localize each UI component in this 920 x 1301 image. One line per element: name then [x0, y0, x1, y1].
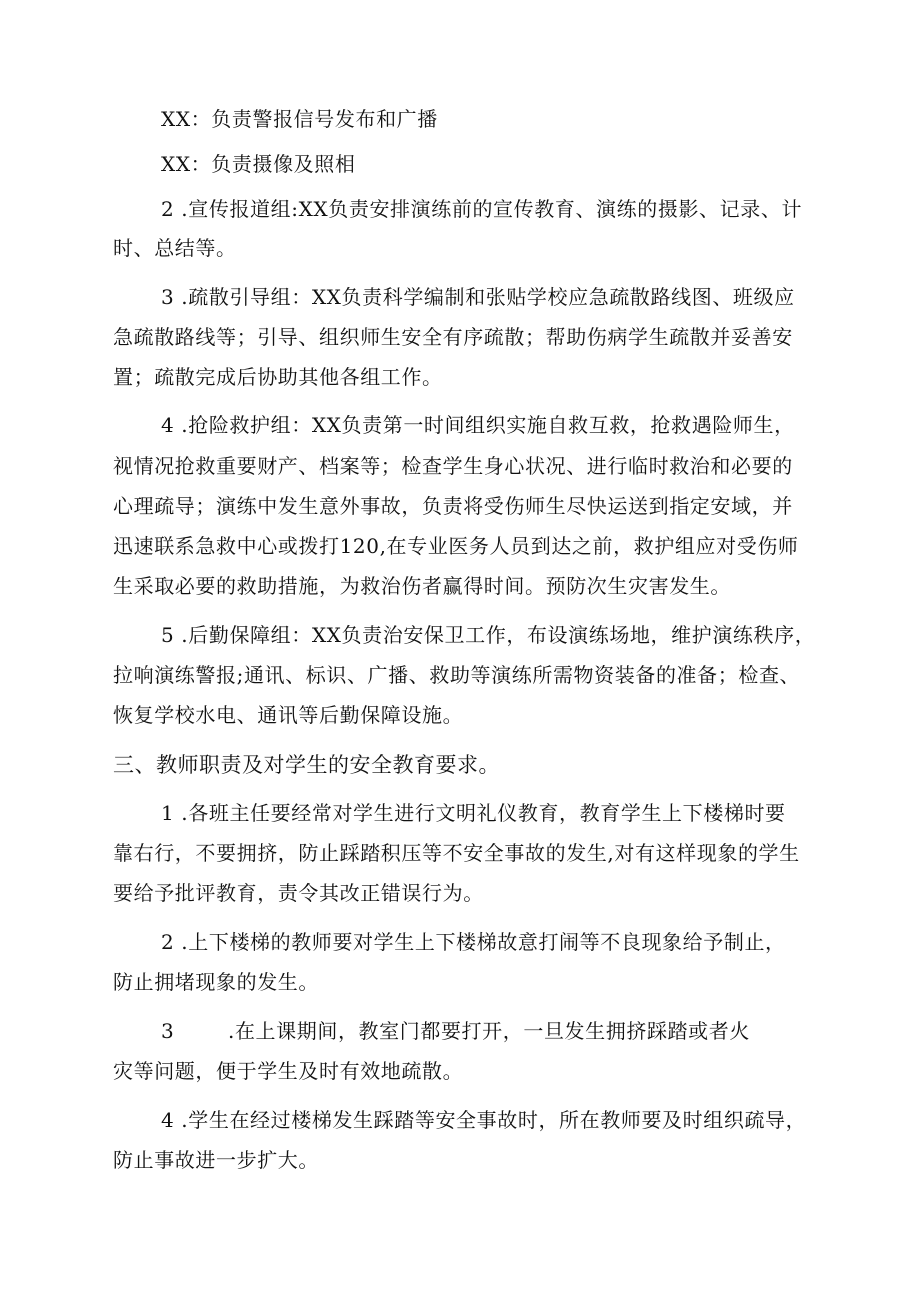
paragraph-line: 恢复学校水电、通讯等后勤保障设施。 — [113, 703, 464, 727]
paragraph-line: 3 .疏散引导组：XX负责科学编制和张贴学校应急疏散路线图、班级应 — [161, 285, 795, 309]
section-heading: 三、教师职责及对学生的安全教育要求。 — [113, 753, 500, 777]
paragraph-line: 靠右行，不要拥挤，防止踩踏积压等不安全事故的发生,对有这样现象的学生 — [113, 841, 800, 865]
paragraph-line: 心理疏导；演练中发生意外事故，负责将受伤师生尽快运送到指定安域，并 — [113, 494, 793, 518]
paragraph-line: 防止事故进一步扩大。 — [113, 1148, 319, 1172]
paragraph-line: 4 .抢险救护组：XX负责第一时间组织实施自救互救，抢救遇险师生， — [161, 413, 795, 437]
text-line: XX：负责摄像及照相 — [161, 152, 356, 176]
paragraph-line: 1 .各班主任要经常对学生进行文明礼仪教育，教育学生上下楼梯时要 — [161, 801, 786, 825]
paragraph-line: 拉响演练警报;通讯、标识、广播、救助等演练所需物资装备的准备；检查、 — [113, 663, 801, 687]
paragraph-line: 灾等问题，便于学生及时有效地疏散。 — [113, 1059, 464, 1083]
paragraph-line: 时、总结等。 — [113, 236, 237, 260]
paragraph-line: .在上课期间，教室门都要打开，一旦发生拥挤踩踏或者火 — [228, 1019, 750, 1043]
paragraph-line: 视情况抢救重要财产、档案等；检查学生身心状况、进行临时救治和必要的 — [113, 454, 793, 478]
paragraph-line: 5 .后勤保障组：XX负责治安保卫工作，布设演练场地，维护演练秩序， — [161, 623, 816, 647]
paragraph-line: 4 .学生在经过楼梯发生踩踏等安全事故时，所在教师要及时组织疏导， — [161, 1108, 807, 1132]
text-line: XX：负责警报信号发布和广播 — [161, 107, 438, 131]
paragraph-line: 急疏散路线等；引导、组织师生安全有序疏散；帮助伤病学生疏散并妥善安 — [113, 325, 793, 349]
list-number: 3 — [161, 1019, 175, 1043]
paragraph-line: 置；疏散完成后协助其他各组工作。 — [113, 365, 443, 389]
paragraph-line: 2 .宣传报道组:XX负责安排演练前的宣传教育、演练的摄影、记录、计 — [161, 197, 803, 221]
paragraph-line: 2 .上下楼梯的教师要对学生上下楼梯故意打闹等不良现象给予制止， — [161, 930, 786, 954]
paragraph-line: 迅速联系急救中心或拨打120,在专业医务人员到达之前，救护组应对受伤师 — [113, 534, 799, 558]
paragraph-line: 防止拥堵现象的发生。 — [113, 970, 319, 994]
paragraph-line: 生采取必要的救助措施，为救治伤者赢得时间。预防次生灾害发生。 — [113, 574, 731, 598]
paragraph-line: 要给予批评教育，责令其改正错误行为。 — [113, 881, 484, 905]
